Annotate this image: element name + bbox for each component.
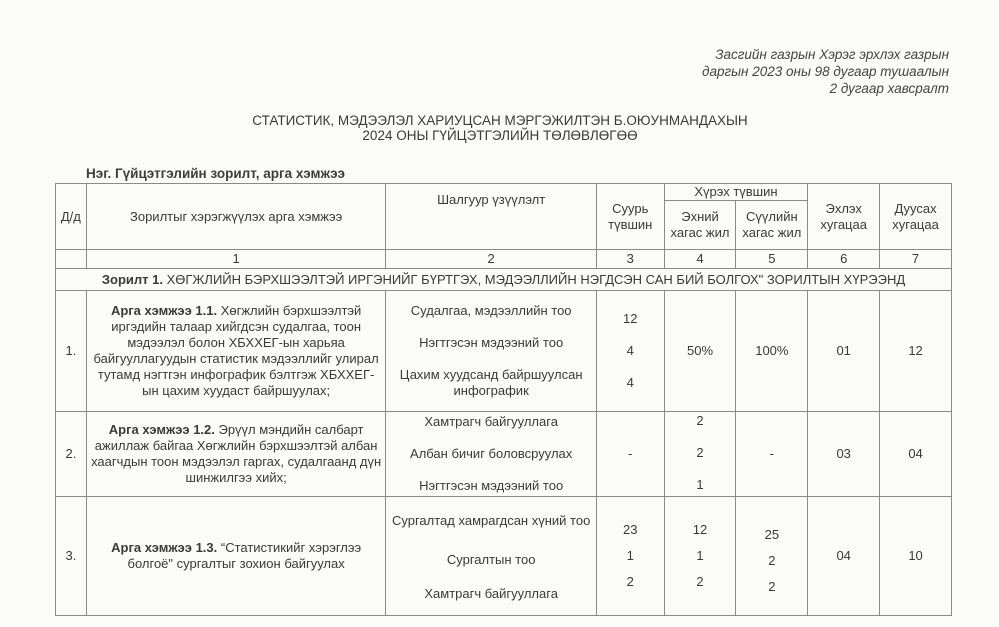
column-number: 6 (808, 250, 880, 269)
column-number: 3 (596, 250, 664, 269)
header-second-half: Сүүлийн хагас жил (736, 201, 808, 250)
action-label: Арга хэмжээ 1.2. (108, 422, 215, 437)
base-level-cell (596, 497, 664, 616)
row-number: 1. (56, 291, 87, 412)
base-value: 23 (622, 522, 638, 537)
header-criteria: Шалгуур үзүүлэлт (386, 184, 596, 250)
first-half-cell (664, 497, 736, 616)
criteria-item: Нэгтгэсэн мэдээний тоо (419, 335, 564, 350)
start-value: 03 (808, 412, 880, 497)
end-value: 04 (880, 412, 952, 497)
end-value: 10 (880, 497, 952, 616)
table-row (56, 412, 952, 497)
criteria-item: Цахим хуудсанд байршуулсан инфографик (399, 367, 583, 398)
criteria-item: Хамтрагч байгууллага (424, 414, 558, 429)
annex-line-2: даргын 2023 оны 98 дугаар тушаалын (701, 64, 949, 79)
header-base-level: Суурь түвшин (596, 184, 664, 250)
row-number: 3. (56, 497, 87, 616)
criteria-item: Судалгаа, мэдээллийн тоо (410, 303, 572, 318)
annex-line-1: Засгийн газрын Хэрэг эрхлэх газрын (715, 47, 949, 62)
criteria-item: Сургалтын тоо (446, 552, 536, 567)
header-first-half: Эхний хагас жил (664, 201, 736, 250)
criteria-item: Албан бичиг боловсруулах (410, 446, 573, 461)
column-number: 5 (736, 250, 808, 269)
action-text: Хөгжлийн бэрхшээлтэй иргэдийн талаар хийгдсэн судалгаа, тоон мэдээлэл болон ХБХХЕГ-ын харьяа байгууллагуудын статистик мэдээллийг улирал тутамд нэгтгэн инфографик бэлтгэж ХБХХЕГ-ын цахим хуудаст байршуулах; (93, 303, 379, 398)
action-label: Арга хэмжээ 1.1. (110, 303, 218, 318)
header-end: Дуусах хугацаа (880, 184, 952, 250)
base-value: 12 (622, 311, 638, 326)
plan-table (55, 183, 952, 616)
first-half-value: 50% (664, 291, 736, 412)
end-value: 12 (880, 291, 952, 412)
second-half-cell (736, 497, 808, 616)
title-line-1: СТАТИСТИК, МЭДЭЭЛЭЛ ХАРИУЦСАН МЭРГЭЖИЛТЭН Б.ОЮУНМАНДАХЫН (252, 113, 748, 128)
table-row (56, 497, 952, 616)
first-half-value: 1 (696, 477, 704, 492)
header-start: Эхлэх хугацаа (808, 184, 880, 250)
first-half-cell (664, 412, 736, 497)
criteria-item: Нэгтгэсэн мэдээний тоо (419, 478, 564, 493)
action-cell (86, 291, 386, 412)
title-line-2: 2024 ОНЫ ГҮЙЦЭТГЭЛИЙН ТӨЛӨВЛӨГӨӨ (362, 128, 638, 143)
first-half-value: 2 (696, 445, 704, 460)
second-half-value: 25 (764, 527, 780, 542)
action-text: “Статистикийг хэрэглээ болгоё" сургалтыг зохион байгуулах (127, 540, 362, 571)
base-value: 1 (626, 548, 634, 563)
criteria-cell (386, 497, 596, 616)
action-text: Эрүүл мэндийн салбарт ажиллаж байгаа Хөгжлийн бэрхшээлтэй албан хаагчдын тоон мэдээлэл гаргах, судалгаанд дүн шинжилгээ хийх; (91, 422, 382, 485)
base-value: 2 (626, 574, 634, 589)
criteria-item: Сургалтад хамрагдсан хүний тоо (392, 513, 591, 528)
second-half-value: 2 (768, 579, 776, 594)
column-number: 4 (664, 250, 736, 269)
base-value: 4 (626, 375, 634, 390)
criteria-item: Хамтрагч байгууллага (424, 586, 558, 601)
column-number: 1 (86, 250, 386, 269)
second-half-value: - (736, 412, 808, 497)
column-number-blank (56, 250, 87, 269)
annex-reference (702, 46, 949, 97)
action-cell (86, 412, 386, 497)
column-number: 2 (386, 250, 596, 269)
first-half-value: 12 (692, 522, 708, 537)
header-target-level: Хүрэх түвшин (664, 184, 808, 201)
column-number: 7 (880, 250, 952, 269)
header-no: Д/д (56, 184, 87, 250)
criteria-cell (386, 291, 596, 412)
annex-line-3: 2 дугаар хавсралт (829, 81, 949, 96)
first-half-value: 1 (696, 548, 704, 563)
first-half-value: 2 (696, 574, 704, 589)
second-half-value: 2 (768, 553, 776, 568)
base-level-cell (596, 291, 664, 412)
start-value: 04 (808, 497, 880, 616)
section-title: Нэг. Гүйцэтгэлийн зорилт, арга хэмжээ (86, 166, 345, 181)
base-value: 4 (626, 343, 634, 358)
goal-row (56, 269, 952, 291)
document-title (200, 113, 800, 143)
second-half-value: 100% (736, 291, 808, 412)
action-cell (86, 497, 386, 616)
start-value: 01 (808, 291, 880, 412)
table-row (56, 291, 952, 412)
first-half-value: 2 (696, 413, 704, 428)
criteria-cell (386, 412, 596, 497)
base-value: - (596, 412, 664, 497)
goal-text: ХӨГЖЛИЙН БЭРХШЭЭЛТЭЙ ИРГЭНИЙГ БҮРТГЭХ, МЭДЭЭЛЛИЙН НЭГДСЭН САН БИЙ БОЛГОХ" ЗОРИЛТЫН ХҮРЭЭНД (162, 271, 906, 287)
goal-label: Зорилт 1. (101, 271, 163, 287)
header-action: Зорилтыг хэрэгжүүлэх арга хэмжээ (86, 184, 386, 250)
action-label: Арга хэмжээ 1.3. (111, 540, 218, 555)
row-number: 2. (56, 412, 87, 497)
